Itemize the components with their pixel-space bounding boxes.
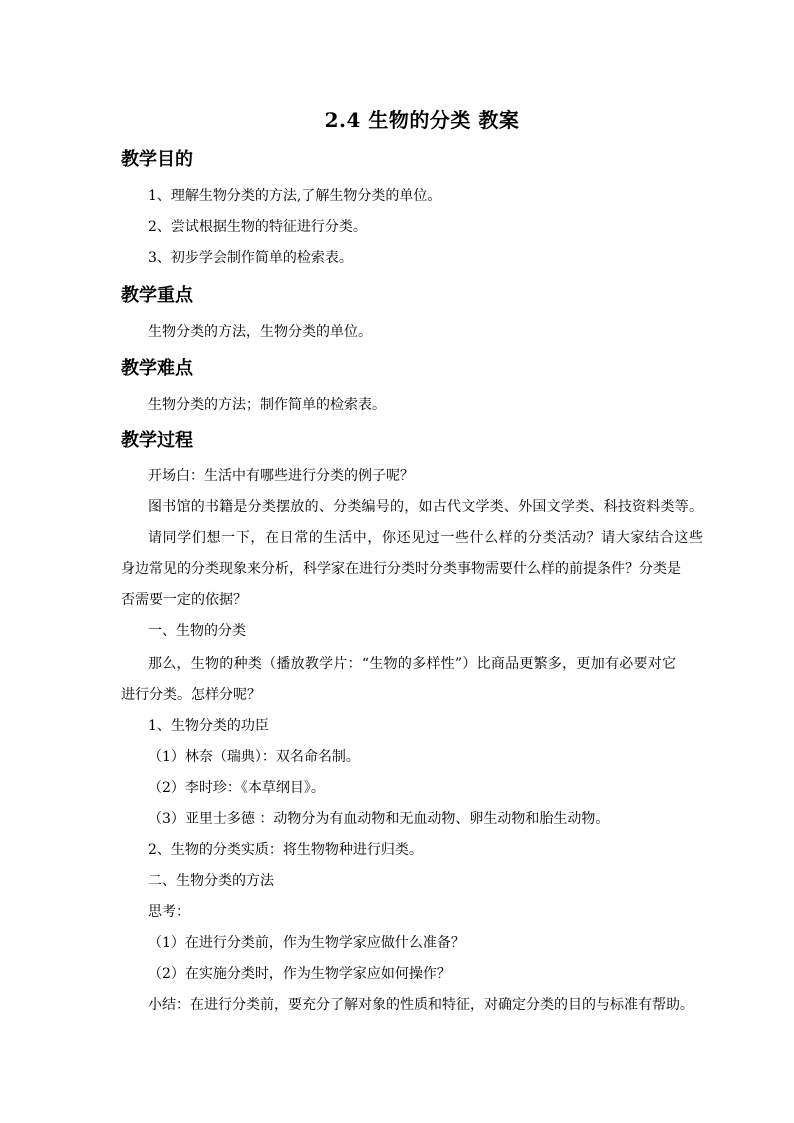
process-line: 身边常见的分类现象来分析，科学家在进行分类时分类事物需要什么样的前提条件？分类是 bbox=[121, 561, 681, 577]
list-item: （3）亚里士多德 ：动物分为有血动物和无血动物、卵生动物和胎生动物。 bbox=[148, 811, 610, 827]
objective-item-2: 2、尝试根据生物的特征进行分类。 bbox=[148, 219, 367, 235]
objective-item-1: 1、理解生物分类的方法,了解生物分类的单位。 bbox=[148, 188, 442, 204]
objective-item-3: 3、初步学会制作简单的检索表。 bbox=[148, 250, 353, 266]
difficulties-text: 生物分类的方法；制作简单的检索表。 bbox=[148, 397, 386, 413]
list-item: （2）李时珍：《本草纲目》。 bbox=[148, 780, 325, 796]
section-two-heading: 二、生物分类的方法 bbox=[148, 873, 274, 889]
key-points-text: 生物分类的方法，生物分类的单位。 bbox=[148, 324, 372, 340]
subsection-heading: 1、生物分类的功臣 bbox=[148, 718, 269, 734]
process-heading: 教学过程 bbox=[121, 430, 193, 451]
objectives-heading: 教学目的 bbox=[121, 149, 193, 170]
process-line: 否需要一定的依据？ bbox=[121, 592, 247, 608]
process-line: 思考： bbox=[148, 904, 190, 920]
summary-line: 小结：在进行分类前，要充分了解对象的性质和特征，对确定分类的目的与标准有帮助。 bbox=[148, 997, 694, 1013]
subsection-heading: 2、生物的分类实质：将生物物种进行归类。 bbox=[148, 842, 423, 858]
list-item: （1）林奈（瑞典）：双名命名制。 bbox=[148, 749, 360, 765]
process-line: 那么，生物的种类（播放教学片：“生物的多样性”）比商品更繁多，更加有必要对它 bbox=[148, 656, 676, 672]
section-one-heading: 一、生物的分类 bbox=[148, 623, 246, 639]
key-points-heading: 教学重点 bbox=[121, 285, 193, 306]
document-title: 2.4 生物的分类 教案 bbox=[324, 108, 520, 132]
list-item: （1）在进行分类前，作为生物学家应做什么准备？ bbox=[148, 935, 465, 951]
list-item: （2）在实施分类时，作为生物学家应如何操作？ bbox=[148, 966, 451, 982]
process-line: 开场白：生活中有哪些进行分类的例子呢？ bbox=[148, 468, 414, 484]
process-line: 进行分类。怎样分呢？ bbox=[121, 687, 261, 703]
process-line: 图书馆的书籍是分类摆放的、分类编号的，如古代文学类、外国文学类、科技资料类等。 bbox=[148, 499, 703, 515]
difficulties-heading: 教学难点 bbox=[121, 358, 193, 379]
process-line: 请同学们想一下，在日常的生活中，你还见过一些什么样的分类活动？请大家结合这些 bbox=[148, 530, 703, 546]
